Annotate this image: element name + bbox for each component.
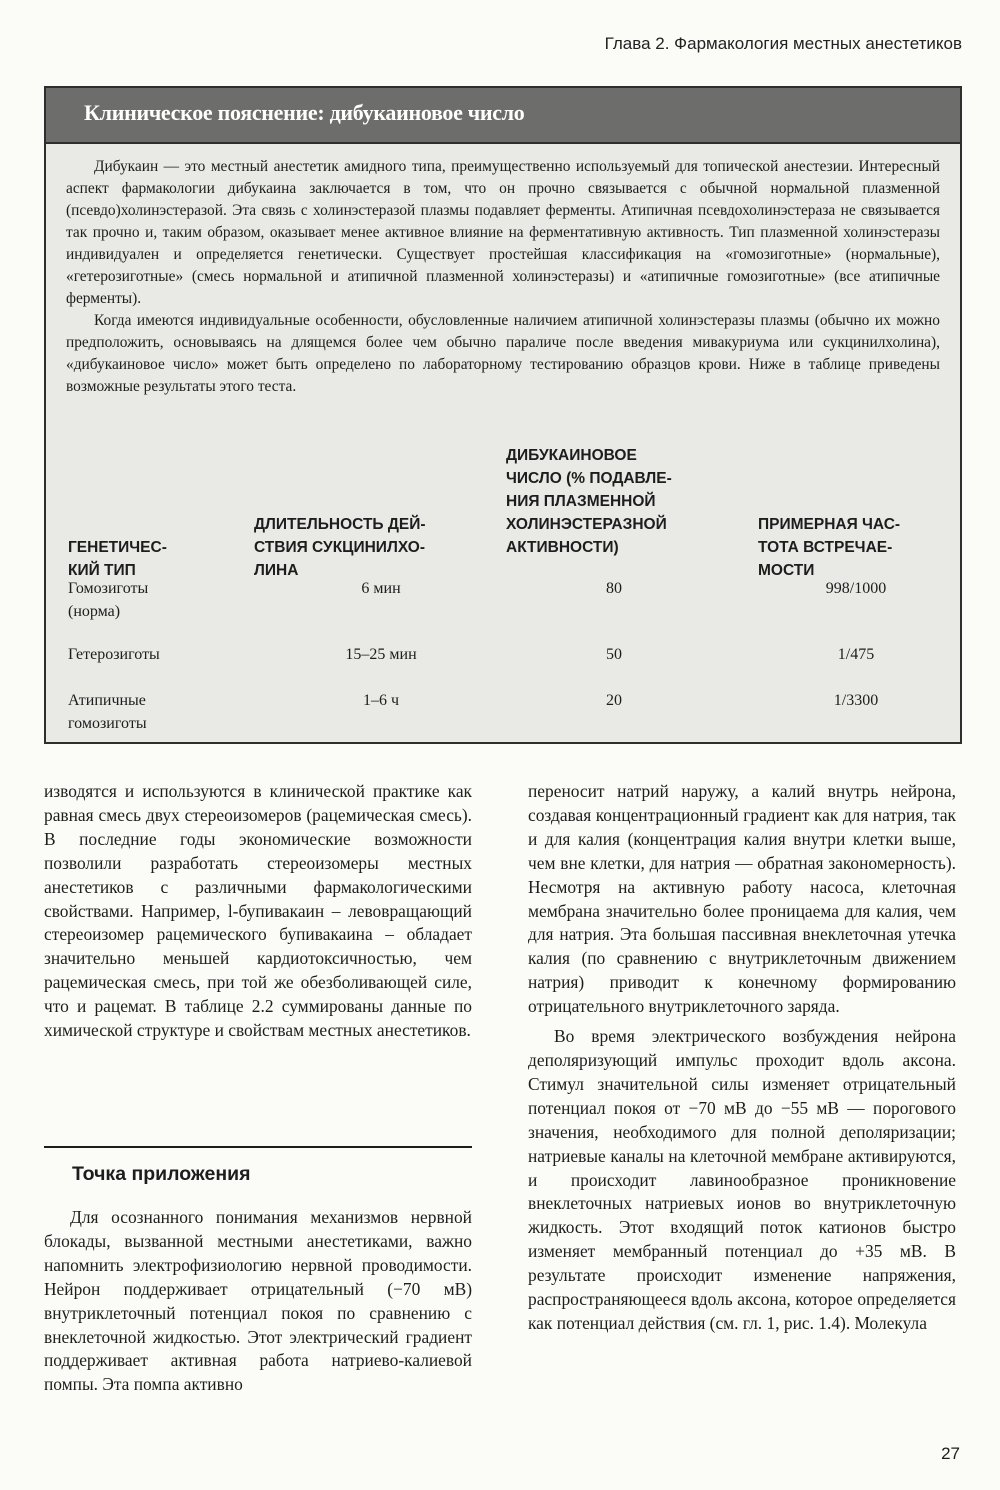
- cell-frequency: 998/1000: [825, 580, 887, 597]
- cell-dibucaine-number: 80: [606, 580, 622, 597]
- left-column: [44, 780, 472, 1043]
- box-title: Клиническое пояснение: дибукаиновое число: [84, 100, 525, 125]
- left-column-section: [44, 1206, 472, 1397]
- box-body: [46, 144, 960, 398]
- box-paragraph-1: Дибукаин — это местный анестетик амидного типа, преимущественно используемый для топической анестезии. Интересный аспект фармакологии дибукаина заключается в том, что он прочно связывается с обычной нормальной плазменной (псевдо)холинэстеразой. Эта связь с холинэстеразой плазмы подавляет ферменты. Атипичная псевдохолинэстераза не связывается так прочно и, таким образом, оказывает менее активное влияние на ферментативную активность. Тип плазменной холинэстеразы индивидуален и определяется генетически. Существует простейшая классификация на «гомозиготные» (нормальные), «гетерозиготные» (смесь нормальной и атипичной плазменной холинэстеразы) и «атипичные гомозиготные» (все атипичные ферменты).: [66, 158, 940, 307]
- cell-duration: 6 мин: [361, 580, 401, 597]
- section-heading: Точка приложения: [72, 1163, 251, 1185]
- left-paragraph: изводятся и используются в клинической практике как равная смесь двух стереоизомеров (рацемическая смесь). В последние годы экономические возможности позволили разработать стереоизомеры местных анестетиков с различными фармакологическими свойствами. Например, l-бупивакаин – левовращающий стереоизомер рацемического бупивакаина – обладает значительно меньшей кардиотоксичностью, чем рацемическая смесь, при той же обезболивающей силе, что и рацемат. В таблице 2.2 суммированы данные по химической структуре и свойствам местных анестетиков.: [44, 781, 472, 1041]
- right-paragraph-1: переносит натрий наружу, а калий внутрь нейрона, создавая концентрационный градиент как для натрия, так и для калия (концентрация калия внутри клетки выше, чем вне клетки, для натрия — обратная закономерность). Несмотря на активную работу насоса, клеточная мембрана значительно более проницаема для калия, чем для натрия. Эта большая пассивная внеклеточная утечка калия (по сравнению с внутриклеточным движением натрия) приводит к конечному формированию отрицательного внутриклеточного заряда.: [528, 781, 956, 1017]
- table-header-dibucaine-number: ДИБУКАИНОВОЕ ЧИСЛО (% ПОДАВЛЕ- НИЯ ПЛАЗМЕННОЙ ХОЛИНЭСТЕРАЗНОЙ АКТИВНОСТИ): [506, 447, 672, 556]
- page-number: 27: [941, 1444, 960, 1463]
- clinical-note-box: [44, 86, 962, 744]
- section-rule: [44, 1146, 472, 1148]
- cell-frequency: 1/475: [837, 646, 875, 663]
- cell-genotype: Атипичные гомозиготы: [68, 692, 147, 732]
- cell-duration: 1–6 ч: [362, 692, 400, 709]
- running-head: Глава 2. Фармакология местных анестетиков: [604, 34, 962, 53]
- box-title-bar: [46, 88, 960, 144]
- cell-genotype: Гомозиготы (норма): [68, 580, 149, 620]
- cell-duration: 15–25 мин: [345, 646, 417, 663]
- right-paragraph-2: Во время электрического возбуждения нейрона деполяризующий импульс проходит вдоль аксона. Стимул значительной силы изменяет отрицательный потенциал покоя от −70 мВ до −55 мВ — порогового значения, необходимого для полной деполяризации; натриевые каналы на клеточной мембране активируются, и происходит лавинообразное проникновение внеклеточных натриевых ионов во внутриклеточную жидкость. Этот входящий поток катионов быстро изменяет мембранный потенциал до +35 мВ. В результате происходит изменение напряжения, распространяющееся вдоль аксона, которое определяется как потенциал действия (см. гл. 1, рис. 1.4). Молекула: [528, 1026, 956, 1333]
- box-paragraph-2: Когда имеются индивидуальные особенности, обусловленные наличием атипичной холинэстеразы плазмы (обычно их можно предположить, основываясь на длящемся более чем обычно параличе после введения мивакуриума или сукцинилхолина), «дибукаиновое число» может быть определено по лабораторному тестированию образцов крови. Ниже в таблице приведены возможные результаты этого теста.: [66, 312, 940, 395]
- right-column: [528, 780, 956, 1336]
- cell-dibucaine-number: 20: [606, 692, 622, 709]
- table-header-genetic-type: ГЕНЕТИЧЕС- КИЙ ТИП: [68, 539, 167, 579]
- cell-dibucaine-number: 50: [606, 646, 622, 663]
- section-paragraph: Для осознанного понимания механизмов нервной блокады, вызванной местными анестетиками, важно напомнить электрофизиологию нервной проводимости. Нейрон поддерживает отрицательный (−70 мВ) внутриклеточный потенциал покоя по сравнению с внеклеточной жидкостью. Этот электрический градиент поддерживает активная работа натриево-калиевой помпы. Эта помпа активно: [44, 1207, 472, 1395]
- cell-frequency: 1/3300: [833, 692, 879, 709]
- cell-genotype: Гетерозиготы: [68, 646, 160, 663]
- table-header-duration: ДЛИТЕЛЬНОСТЬ ДЕЙ- СТВИЯ СУКЦИНИЛХО- ЛИНА: [254, 516, 426, 579]
- table-header-frequency: ПРИМЕРНАЯ ЧАС- ТОТА ВСТРЕЧАЕ- МОСТИ: [758, 516, 901, 579]
